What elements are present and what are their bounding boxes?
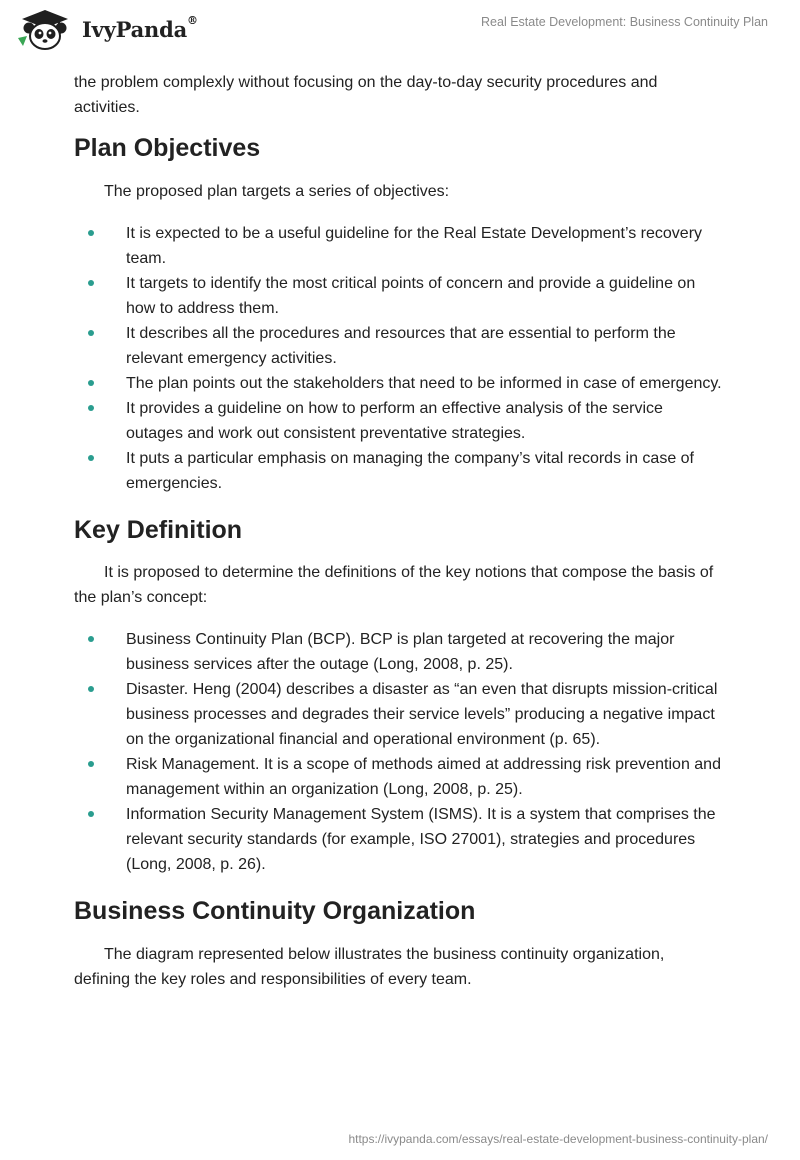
list-item: It describes all the procedures and resources that are essential to perform the relevant emergency activities.: [74, 321, 724, 371]
plan-objectives-intro: The proposed plan targets a series of objectives:: [104, 183, 450, 200]
section-heading-key-definition: Key Definition: [74, 516, 243, 544]
list-item: The plan points out the stakeholders that need to be informed in case of emergency.: [74, 371, 724, 396]
key-definition-list: [74, 627, 724, 877]
key-definition-intro: It is proposed to determine the definitions of the key notions that compose the basis of the plan’s concept:: [74, 564, 714, 606]
list-item: It puts a particular emphasis on managing the company’s vital records in case of emergencies.: [74, 446, 724, 496]
list-item: Risk Management. It is a scope of methods aimed at addressing risk prevention and management within an organization (Long, 2008, p. 25).: [74, 752, 724, 802]
list-item: It provides a guideline on how to perform an effective analysis of the service outages and work out consistent preventative strategies.: [74, 396, 724, 446]
document-title: Real Estate Development: Business Continuity Plan: [481, 15, 768, 29]
page-header: [0, 0, 800, 64]
business-continuity-intro: The diagram represented below illustrates the business continuity organization, defining the key roles and responsibilities of every team.: [74, 946, 665, 988]
essay-body: [74, 70, 724, 992]
list-item: Information Security Management System (ISMS). It is a system that comprises the relevant security standards (for example, ISO 27001), strategies and procedures (Long, 2008, p. 26).: [74, 802, 724, 877]
intro-continuation: the problem complexly without focusing on the day-to-day security procedures and activities.: [74, 74, 658, 116]
list-item: Business Continuity Plan (BCP). BCP is plan targeted at recovering the major business services after the outage (Long, 2008, p. 25).: [74, 627, 724, 677]
section-heading-plan-objectives: Plan Objectives: [74, 134, 261, 162]
section-heading-business-continuity-organization: Business Continuity Organization: [74, 897, 476, 925]
list-item: It is expected to be a useful guideline for the Real Estate Development’s recovery team.: [74, 221, 724, 271]
ivypanda-logo[interactable]: [14, 8, 198, 50]
source-url[interactable]: https://ivypanda.com/essays/real-estate-development-business-continuity-plan/: [348, 1132, 768, 1146]
plan-objectives-list: [74, 221, 724, 496]
list-item: It targets to identify the most critical points of concern and provide a guideline on how to address them.: [74, 271, 724, 321]
list-item: Disaster. Heng (2004) describes a disaster as “an even that disrupts mission-critical business processes and degrades their service levels” producing a negative impact on the organizational financial and operational environment (p. 65).: [74, 677, 724, 752]
registered-mark: ®: [187, 13, 198, 27]
panda-graduate-icon: [14, 8, 76, 50]
brand-name: IvyPanda®: [82, 13, 198, 42]
